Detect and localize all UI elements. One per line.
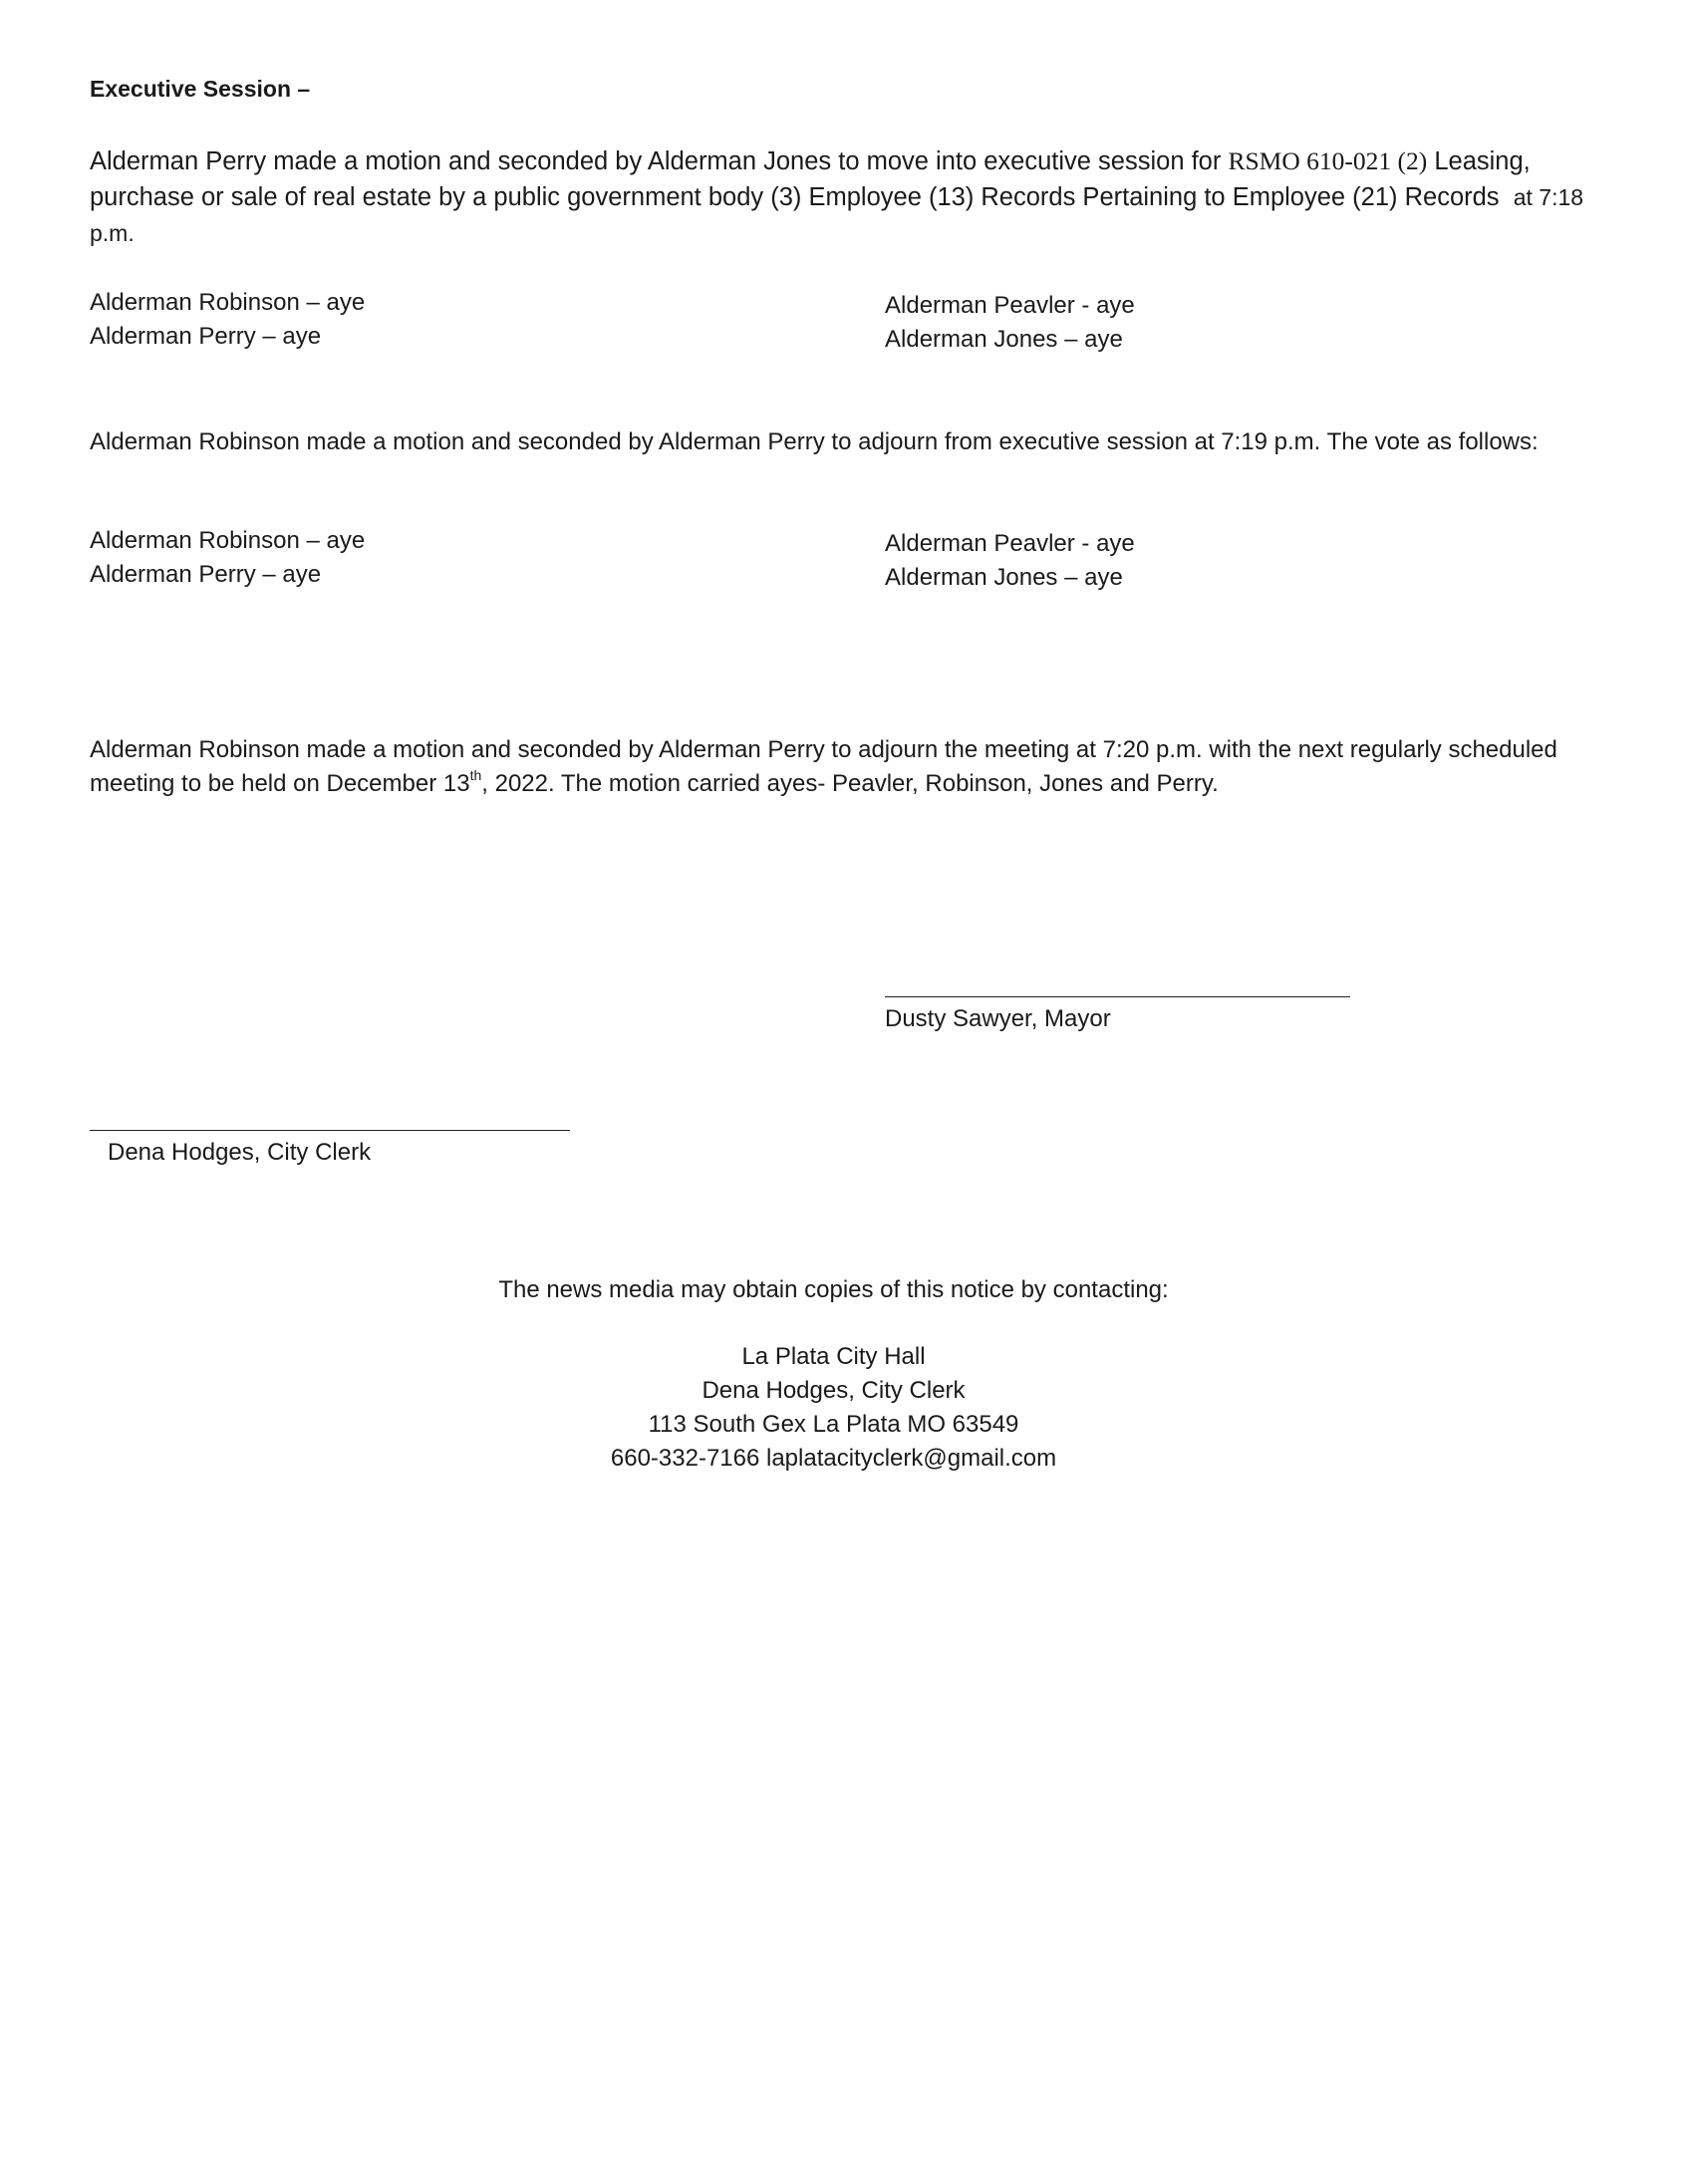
statute-reference: RSMO 610-021 (2) (1228, 146, 1428, 175)
vote-entry: Alderman Jones – aye (885, 326, 1123, 353)
adjourn-meeting-motion (90, 733, 1594, 801)
mayor-signature-line (885, 996, 1350, 997)
date-suffix: th (469, 767, 482, 783)
contact-clerk: Dena Hodges, City Clerk (702, 1377, 966, 1404)
clerk-name: Dena Hodges, City Clerk (108, 1139, 372, 1166)
clerk-signature-line (90, 1130, 570, 1131)
executive-session-motion (90, 143, 1594, 251)
contact-address: 113 South Gex La Plata MO 63549 (648, 1411, 1019, 1438)
vote-entry: Alderman Perry – aye (90, 323, 322, 350)
vote-list-right (885, 289, 1135, 357)
vote-entry: Alderman Peavler - aye (885, 292, 1135, 319)
adjourn-text: Alderman Robinson made a motion and seconded by Alderman Perry to adjourn the meeting at 7:20 p.m. with the next regularly scheduled meeting to be held on December 13 (90, 736, 1557, 797)
contact-block (0, 1340, 1667, 1476)
vote-entry: Alderman Peavler - aye (885, 530, 1135, 557)
motion-time: at 7:18 p.m. (90, 184, 1584, 246)
vote-entry: Alderman Perry – aye (90, 561, 322, 588)
adjourn-text-end: , 2022. The motion carried ayes- Peavler, Robinson, Jones and Perry. (481, 770, 1219, 797)
media-notice: The news media may obtain copies of this notice by contacting: (498, 1276, 1169, 1303)
vote-list-left (90, 286, 365, 354)
vote-list-right (885, 527, 1135, 595)
section-heading: Executive Session – (90, 76, 311, 102)
mayor-name: Dusty Sawyer, Mayor (885, 1005, 1111, 1032)
adjourn-executive-motion: Alderman Robinson made a motion and seconded by Alderman Perry to adjourn from executive session at 7:19 p.m. The vote as follows: (90, 428, 1539, 455)
vote-entry: Alderman Jones – aye (885, 564, 1123, 591)
contact-phone-email: 660-332-7166 laplatacityclerk@gmail.com (610, 1445, 1057, 1472)
contact-office: La Plata City Hall (741, 1343, 926, 1370)
vote-entry: Alderman Robinson – aye (90, 289, 366, 316)
motion-text: Alderman Perry made a motion and seconded by Alderman Jones to move into executive session for (90, 147, 1222, 175)
vote-entry: Alderman Robinson – aye (90, 527, 366, 554)
motion-topics: Leasing, purchase or sale of real estate by a public government body (3) Employee (13) Records Pertaining to Employee (21) Records (90, 147, 1531, 211)
vote-list-left (90, 524, 365, 592)
